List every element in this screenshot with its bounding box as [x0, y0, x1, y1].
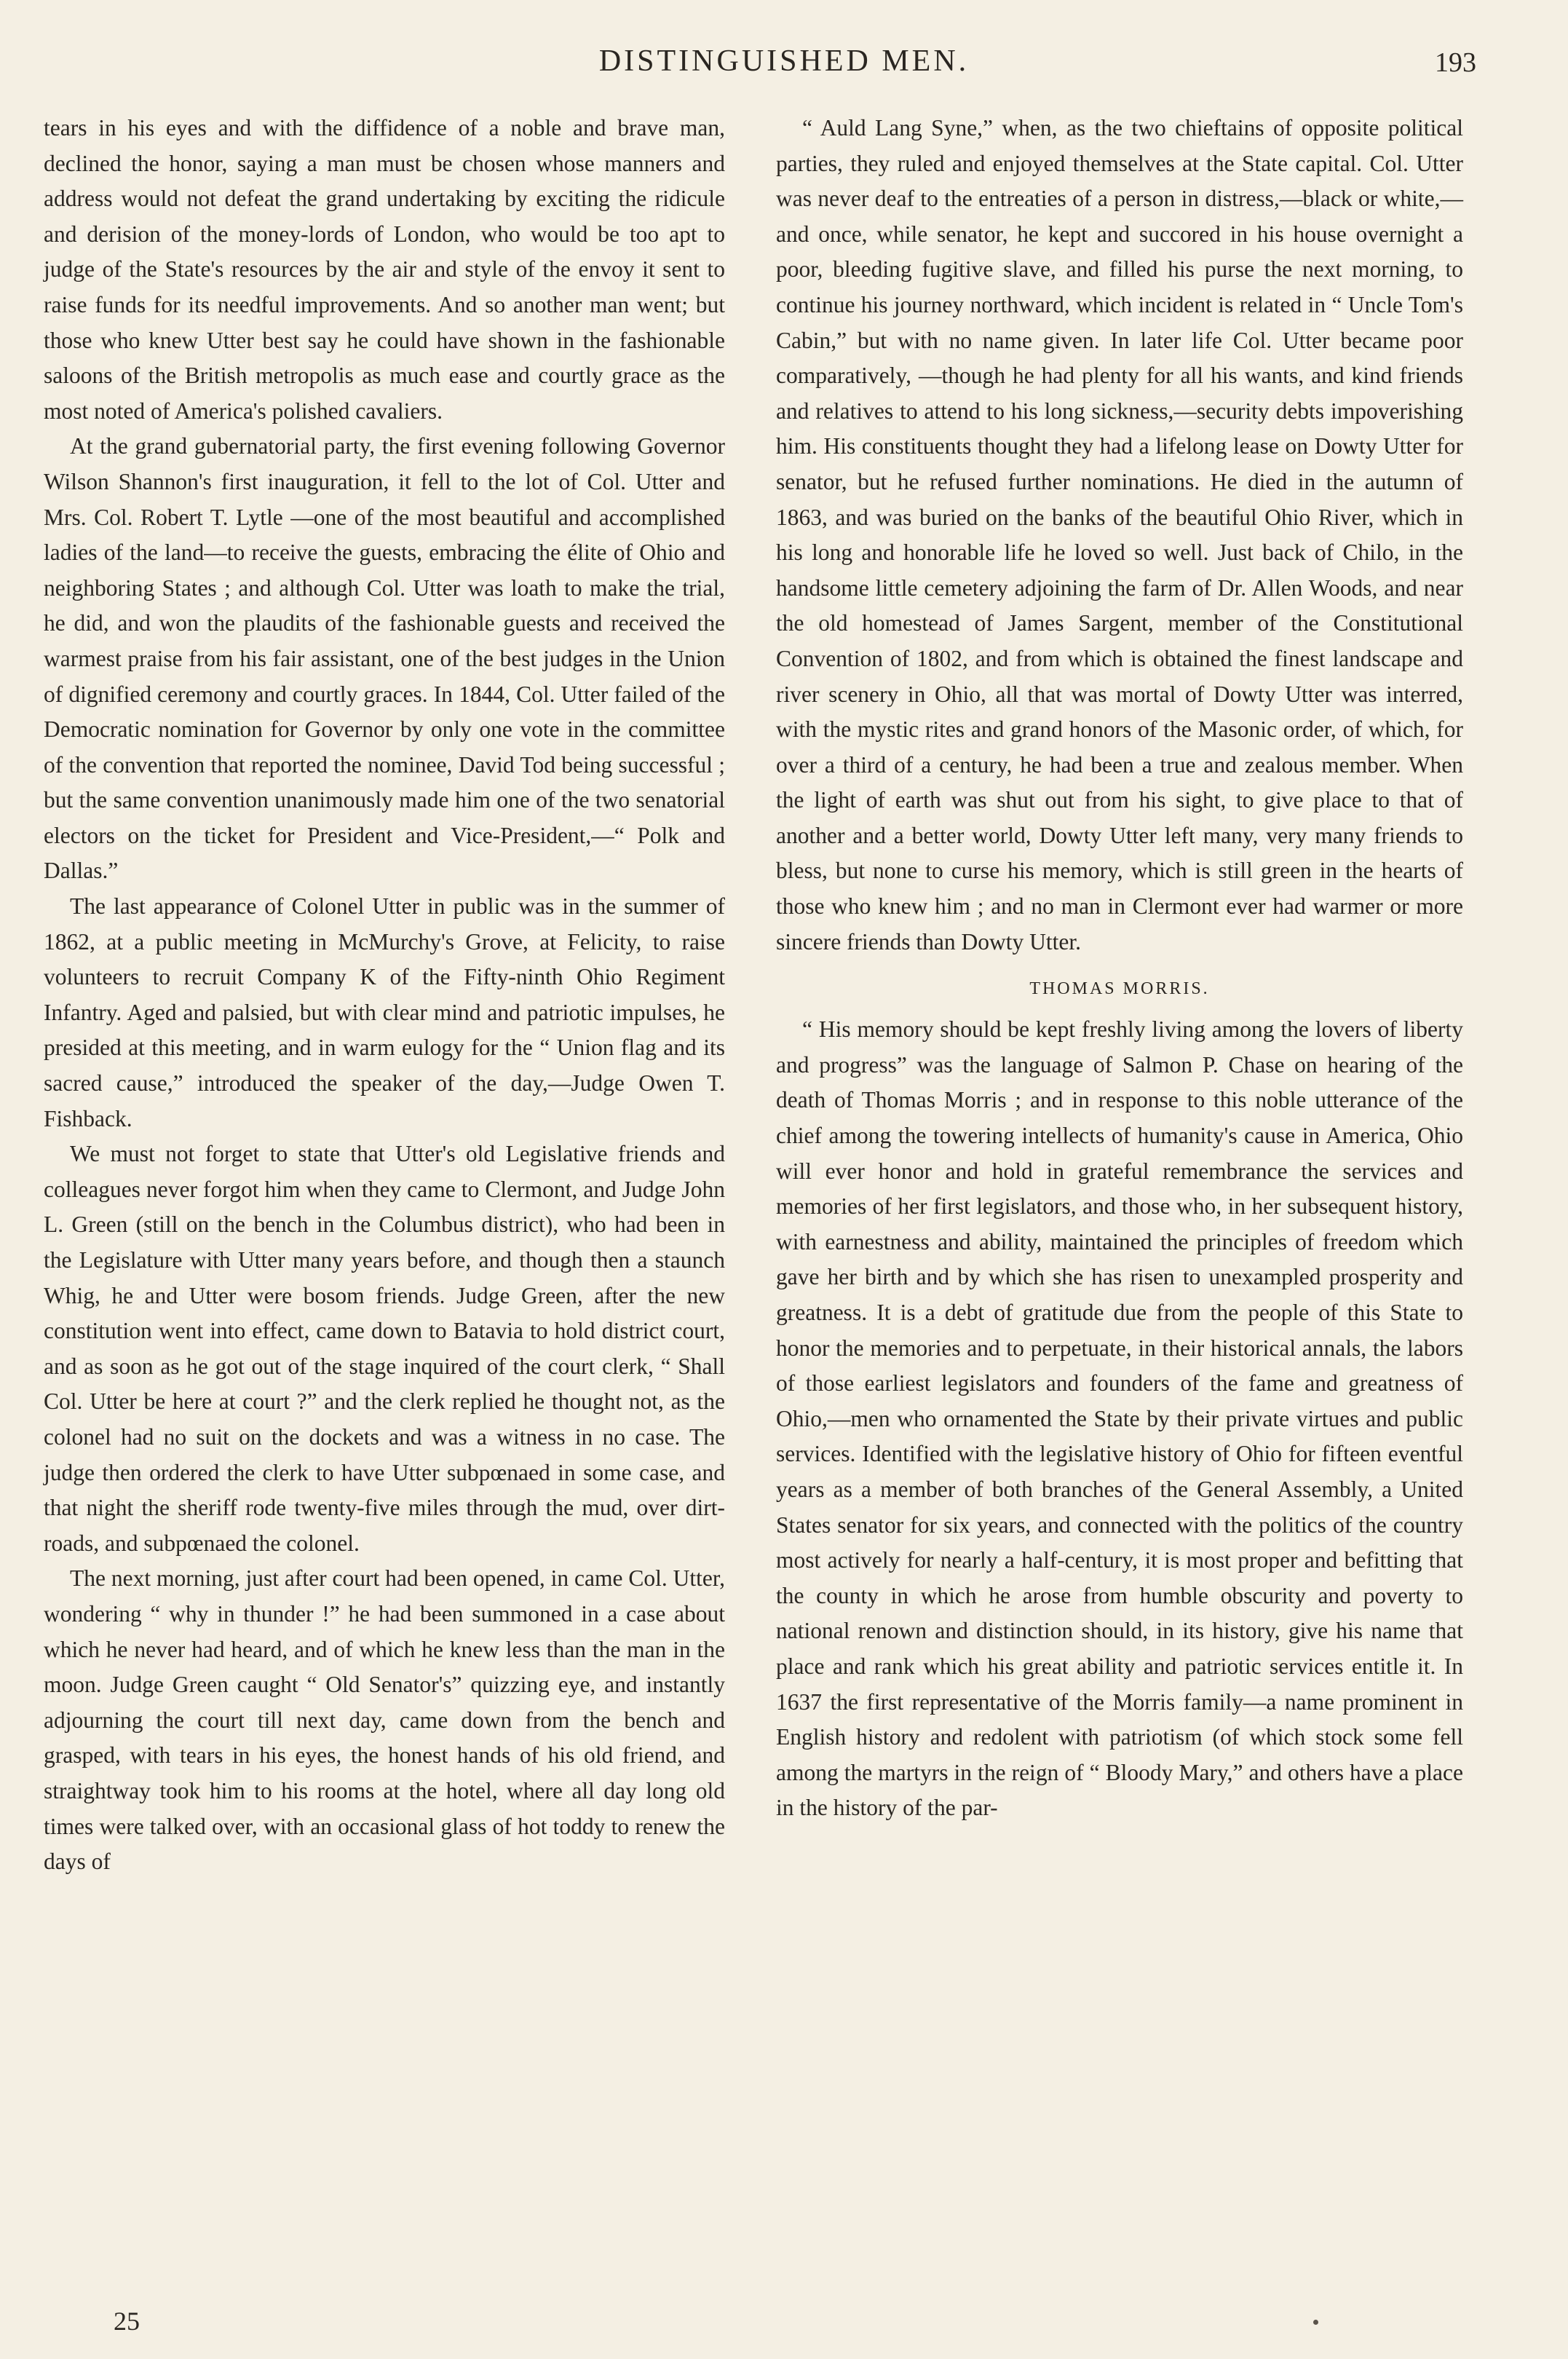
paragraph: “ His memory should be kept freshly living among the lovers of liberty and progress” was the language of Salmon P. Chase on hearing of the death of Thomas Morris ; and in response to this noble utterance of the chief among the towering intellects of humanity's cause in America, Ohio will ever honor and hold in grateful remembrance the services and memories of her first legislators, and those who, in her subsequent history, with earnestness and ability, maintained the principles of freedom which gave her birth and by which she has risen to unexampled prosperity and greatness. It is a debt of gratitude due from the people of this State to honor the memories and to perpetuate, in their historical annals, the labors of those earliest legislators and founders of the fame and greatness of Ohio,—men who ornamented the State by their private virtues and public services. Identified with the legislative history of Ohio for fifteen eventful years as a member of both branches of the General Assembly, a United States senator for six years, and connected with the politics of the country most actively for nearly a half-century, it is most proper and befitting that the county in which he arose from humble obscurity and poverty to national renown and distinction should, in its history, give his name that place and rank which his great ability and patriotic services entitle it. In 1637 the first representative of the Morris family—a name prominent in English history and redolent with patriotism (of which stock some fell among the martyrs in the reign of “ Bloody Mary,” and others have a place in the history of the par-: [776, 1016, 1463, 1821]
paragraph: The next morning, just after court had been opened, in came Col. Utter, wondering “ why in thunder !” he had been summoned in a case about which he never had heard, and of which he knew less than the man in the moon. Judge Green caught “ Old Senator's” quizzing eye, and instantly adjourning the court till next day, came down from the bench and grasped, with tears in his eyes, the honest hands of his old friend, and straightway took him to his rooms at the hotel, where all day long old times were talked over, with an occasional glass of hot toddy to renew the days of: [44, 1565, 725, 1875]
paragraph: The last appearance of Colonel Utter in public was in the summer of 1862, at a public meeting in McMurchy's Grove, at Felicity, to raise volunteers to recruit Company K of the Fifty-ninth Ohio Regiment Infantry. Aged and palsied, but with clear mind and patriotic impulses, he presided at this meeting, and in warm eulogy for the “ Union flag and its sacred cause,” introduced the speaker of the day,—Judge Owen T. Fishback.: [44, 893, 725, 1131]
paragraph: We must not forget to state that Utter's old Legislative friends and colleagues never forgot him when they came to Clermont, and Judge John L. Green (still on the bench in the Columbus district), who had been in the Legislature with Utter many years before, and though then a staunch Whig, he and Utter were bosom friends. Judge Green, after the new constitution went into effect, came down to Batavia to hold district court, and as soon as he got out of the stage inquired of the court clerk, “ Shall Col. Utter be here at court ?” and the clerk replied he thought not, as the colonel had no suit on the dockets and was a witness in no case. The judge then ordered the clerk to have Utter subpœnaed in some case, and that night the sheriff rode twenty-five miles through the mud, over dirt-roads, and subpœnaed the colonel.: [44, 1141, 725, 1556]
paragraph: “ Auld Lang Syne,” when, as the two chieftains of opposite political parties, they ruled and enjoyed themselves at the State capital. Col. Utter was never deaf to the entreaties of a person in distress,—black or white,—and once, while senator, he kept and succored in his house overnight a poor, bleeding fugitive slave, and filled his purse the next morning, to continue his journey northward, which incident is related in “ Uncle Tom's Cabin,” but with no name given. In later life Col. Utter became poor comparatively, —though he had plenty for all his wants, and kind friends and relatives to attend to his long sickness,—security debts impoverishing him. His constituents thought they had a lifelong lease on Dowty Utter for senator, but he refused further nominations. He died in the autumn of 1863, and was buried on the banks of the beautiful Ohio River, which in his long and honorable life he loved so well. Just back of Chilo, in the handsome little cemetery adjoining the farm of Dr. Allen Woods, and near the old homestead of James Sargent, member of the Constitutional Convention of 1802, and from which is obtained the finest landscape and river scenery in Ohio, all that was mortal of Dowty Utter was interred, with the mystic rites and grand honors of the Masonic order, of which, for over a third of a century, he had been a true and zealous member. When the light of earth was shut out from his sight, to give place to that of another and a better world, Dowty Utter left many, very many friends to bless, but none to curse his memory, which is still green in the hearts of those who knew him ; and no man in Clermont ever had warmer or more sincere friends than Dowty Utter.: [776, 115, 1463, 955]
section-heading: THOMAS MORRIS.: [1029, 979, 1210, 999]
page-number: 193: [1435, 47, 1476, 78]
running-title: DISTINGUISHED MEN.: [598, 44, 970, 78]
running-head: [0, 42, 1568, 86]
left-column: [44, 111, 725, 1880]
paragraph: At the grand gubernatorial party, the first evening following Governor Wilson Shannon's first inauguration, it fell to the lot of Col. Utter and Mrs. Col. Robert T. Lytle —one of the most beautiful and accomplished ladies of the land—to receive the guests, embracing the élite of Ohio and neighboring States ; and although Col. Utter was loath to make the trial, he did, and won the plaudits of the fashionable guests and received the warmest praise from his fair assistant, one of the best judges in the Union of dignified ceremony and courtly graces. In 1844, Col. Utter failed of the Democratic nomination for Governor by only one vote in the committee of the convention that reported the nominee, David Tod being successful ; but the same convention unanimously made him one of the two senatorial electors on the ticket for President and Vice-President,—“ Polk and Dallas.”: [44, 433, 725, 884]
right-column: [776, 111, 1463, 1826]
signature-mark: 25: [114, 2307, 140, 2336]
paragraph: tears in his eyes and with the diffidence of a noble and brave man, declined the honor, saying a man must be chosen whose manners and address would not defeat the grand undertaking by exciting the ridicule and derision of the money-lords of London, who would be too apt to judge of the State's resources by the air and style of the envoy it sent to raise funds for its needful improvements. And so another man went; but those who knew Utter best say he could have shown in the fashionable saloons of the British metropolis as much ease and courtly grace as the most noted of America's polished cavaliers.: [44, 115, 725, 424]
printer-dot: [1313, 2320, 1318, 2325]
